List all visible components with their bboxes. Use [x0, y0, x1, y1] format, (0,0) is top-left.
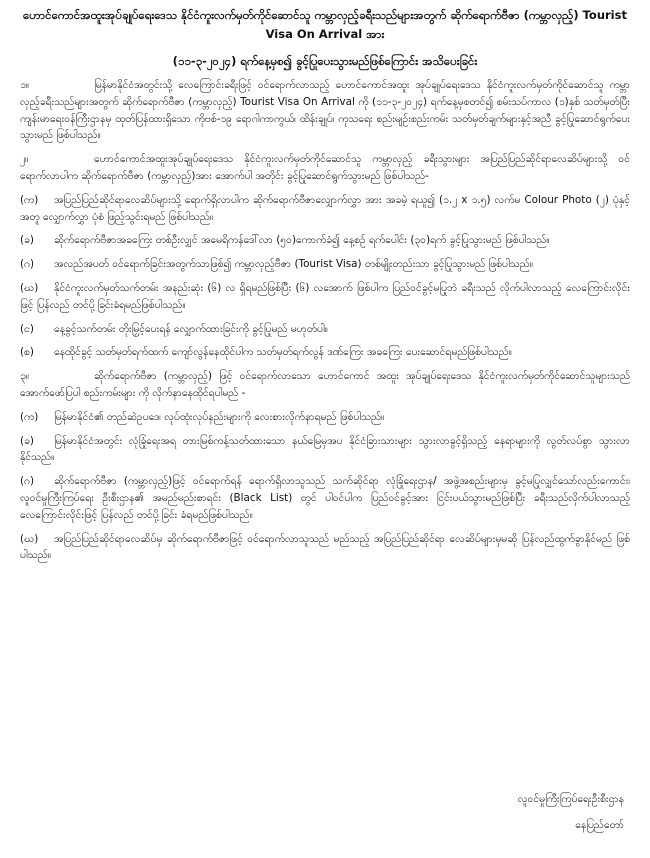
item-text: မြန်မာနိုင်ငံ၏ တည်ဆဲဥပဒေ၊ လုပ်ထုံးလုပ်နည်းများကို လေးစားလိုက်နာရမည် ဖြစ်ပါသည်။ [54, 410, 385, 423]
item-marker: (င) [20, 322, 34, 335]
document-title: ဟောင်ကောင်အထူးအုပ်ချုပ်ရေးဒေသ နိုင်ငံကူးလက်မှတ်ကိုင်ဆောင်သူ ကမ္ဘာလှည့်ခရီးသည်များအတွက် ဆိုက်ရောက်ဗီဇာ (ကမ္ဘာလှည့်) Tourist Visa On Arrival အား [23, 8, 627, 41]
item-text: အလည်အပတ် ဝင်ရောက်ခြင်းအတွက်သာဖြစ်၍ ကမ္ဘာလှည့်ဗီဇာ (Tourist Visa) တစ်မျိုးတည်းသာ ခွင့်ပြုသွားမည် ဖြစ်ပါသည်။ [54, 258, 533, 271]
item-text: အပြည်ပြည်ဆိုင်ရာလေဆိပ်များသို့ ရောက်ရှိလာပါက ဆိုက်ရောက်ဗီဇာလျှောက်လွှာ အား အခမဲ့ ရယူ၍ (၁.၂ x ၁.၅) လက်မ Colour Photo (၂) ပုံနှင့်အတူ လျှောက်လွှာ ပုံစံ ဖြည့်သွင်းရမည် ဖြစ်ပါသည်။ [20, 193, 630, 223]
paragraph-number: ၁။ [20, 79, 29, 91]
paragraph-3 [20, 368, 630, 402]
list-item [20, 409, 630, 426]
list-item [20, 256, 630, 273]
item-text: မြန်မာနိုင်ငံအတွင်း လုံခြုံရေးအရ တားမြစ်ကန့်သတ်ထားသော နယ်မြေမှအပ နိုင်ငံခြားသားများ သွားလာခွင့်ရှိသည့် နေရာများကို လွတ်လပ်စွာ သွားလာနိုင်သည်။ [20, 434, 630, 464]
signature-department: လူဝင်မှုကြီးကြပ်ရေးဦးစီးဌာန [517, 793, 624, 805]
item-marker: (ဂ) [20, 475, 35, 488]
paragraph-text: မြန်မာနိုင်ငံအတွင်းသို့ လေကြောင်းခရီးဖြင့် ဝင်ရောက်လာသည့် ဟောင်ကောင်အထူး အုပ်ချုပ်ရေးဒေသ နိုင်ငံကူးလက်မှတ်ကိုင်ဆောင်သူ ကမ္ဘာလှည့်ခရီးသည်များအတွက် ဆိုက်ရောက်ဗီဇာ (ကမ္ဘာလှည့်) Tourist Visa On Arrival ကို (၁၁-၃-၂၀၂၄) ရက်နေ့မှစတင်၍ စမ်းသပ်ကာလ (၁)နှစ် သတ်မှတ်ပြီး ကျန်းမာရေးဝန်ကြီးဌာနမှ ထုတ်ပြန်ထားရှိသော ကိုဗစ်-၁၉ ရောဂါကာကွယ်၊ ထိန်းချုပ်၊ ကုသရေး စည်းမျဉ်းစည်းကမ်း သတ်မှတ်ချက်များနှင့်အညီ ခွင့်ပြုဆောင်ရွက်ပေးသွားမည် ဖြစ်ပါသည်။ [20, 79, 630, 142]
item-marker: (က) [20, 410, 39, 423]
item-text: နေ့ခွင့်သက်တမ်း တိုးမြှင့်ပေးရန် လျှောက်ထားခြင်းကို ခွင့်ပြုမည် မဟုတ်ပါ။ [54, 322, 328, 335]
item-text: နေထိုင်ခွင့် သတ်မှတ်ရက်ထက် ကျော်လွန်နေထိုင်ပါက သတ်မှတ်ရက်လွန် ဒဏ်ကြေး အခကြေး ပေးဆောင်ရမည်ဖြစ်ပါသည်။ [54, 346, 512, 359]
paragraph-2 [20, 151, 630, 185]
list-item [20, 192, 630, 226]
item-marker: (က) [20, 193, 39, 206]
paragraph-number: ၃။ [20, 370, 29, 383]
item-marker: (ခ) [20, 234, 34, 247]
list-item [20, 280, 630, 314]
item-text: နိုင်ငံကူးလက်မှတ်သက်တမ်း အနည်းဆုံး (၆) လ ရှိရမည်ဖြစ်ပြီး (၆) လအောက် ဖြစ်ပါက ပြည်ဝင်ခွင့်မပြုဘဲ ခရီးသည် လိုက်ပါလာသည့် လေကြောင်းလိုင်းဖြင့် ပြန်လည် တင်ပို့ခြင်းခံရမည်ဖြစ်ပါသည်။ [20, 281, 630, 311]
list-item [20, 473, 630, 523]
item-marker: (ခ) [20, 434, 34, 447]
paragraph-text: ဟောင်ကောင်အထူးအုပ်ချုပ်ရေးဒေသ နိုင်ငံကူးလက်မှတ်ကိုင်ဆောင်သူ ကမ္ဘာလှည့် ခရီးသွားများ အပြည်ပြည်ဆိုင်ရာလေဆိပ်များသို့ ဝင်ရောက်လာပါက ဆိုက်ရောက်ဗီဇာ (ကမ္ဘာလှည့်)အား အောက်ပါ အတိုင်း ခွင့်ပြုဆောင်ရွက်သွားမည် ဖြစ်ပါသည်- [20, 153, 630, 182]
list-item [20, 344, 630, 361]
item-text: အပြည်ပြည်ဆိုင်ရာလေဆိပ်မှ ဆိုက်ရောက်ဗီဇာဖြင့် ဝင်ရောက်လာသူသည် မည်သည့် အပြည်ပြည်ဆိုင်ရာ လေဆိပ်များမှမဆို ပြန်လည်ထွက်ခွာနိုင်မည် ဖြစ်ပါသည်။ [20, 532, 630, 562]
signature-block [518, 790, 624, 835]
paragraph-number: ၂။ [20, 153, 29, 166]
item-marker: (စ) [20, 346, 34, 359]
paragraph-text: ဆိုက်ရောက်ဗီဇာ (ကမ္ဘာလှည့်) ဖြင့် ဝင်ရောက်လာသော ဟောင်ကောင် အထူး အုပ်ချုပ်ရေးဒေသ နိုင်ငံကူးလက်မှတ်ကိုင်ဆောင်သူများသည် အောက်ဖော်ပြပါ စည်းကမ်းများ ကို လိုက်နာနေထိုင်ရပါမည် - [20, 370, 630, 399]
item-text: ဆိုက်ရောက်ဗီဇာ (ကမ္ဘာလှည့်)ဖြင့် ဝင်ရောက်ရန် ရောက်ရှိလာသူသည် သက်ဆိုင်ရာ လုံခြုံရေးဌာန/ အဖွဲ့အစည်းများမှ ခွင့်မပြုလျှင်သော်လည်းကောင်း၊ လူဝင်မှုကြီးကြပ်ရေး ဦးစီးဌာန၏ အမည်မည်းစာရင်း (Black List) တွင် ပါဝင်ပါက ပြည်ဝင်ခွင့်အား ငြင်းပယ်သွားမည်ဖြစ်ပြီး ခရီးသည်လိုက်ပါလာသည့် လေကြောင်းလိုင်းဖြင့် ပြန်လည် တင်ပို့ခြင်း ခံရမည်ဖြစ်ပါသည်။ [20, 475, 630, 521]
list-item [20, 531, 630, 565]
item-text: ဆိုက်ရောက်ဗီဇာအခကြေး တစ်ဦးလျှင် အမေရိကန်ဒေါ်လာ (၅၀)ကောက်ခံ၍ နေ့စဉ် ရက်ပေါင်း (၃၀)ရက် ခွင့်ပြုသွားမည် ဖြစ်ပါသည်။ [54, 234, 550, 247]
paragraph-1 [20, 77, 630, 144]
item-marker: (ဃ) [20, 281, 39, 294]
signature-place: နေပြည်တော် [575, 819, 624, 831]
list-item [20, 232, 630, 249]
item-marker: (ဃ) [20, 532, 39, 545]
list-item [20, 433, 630, 467]
item-marker: (ဂ) [20, 258, 35, 271]
list-item [20, 321, 630, 338]
document-subtitle: (၁၁-၃-၂၀၂၄) ရက်နေ့မှစ၍ ခွင့်ပြုပေးသွားမည်ဖြစ်ကြောင်း အသိပေးခြင်း [172, 54, 478, 68]
